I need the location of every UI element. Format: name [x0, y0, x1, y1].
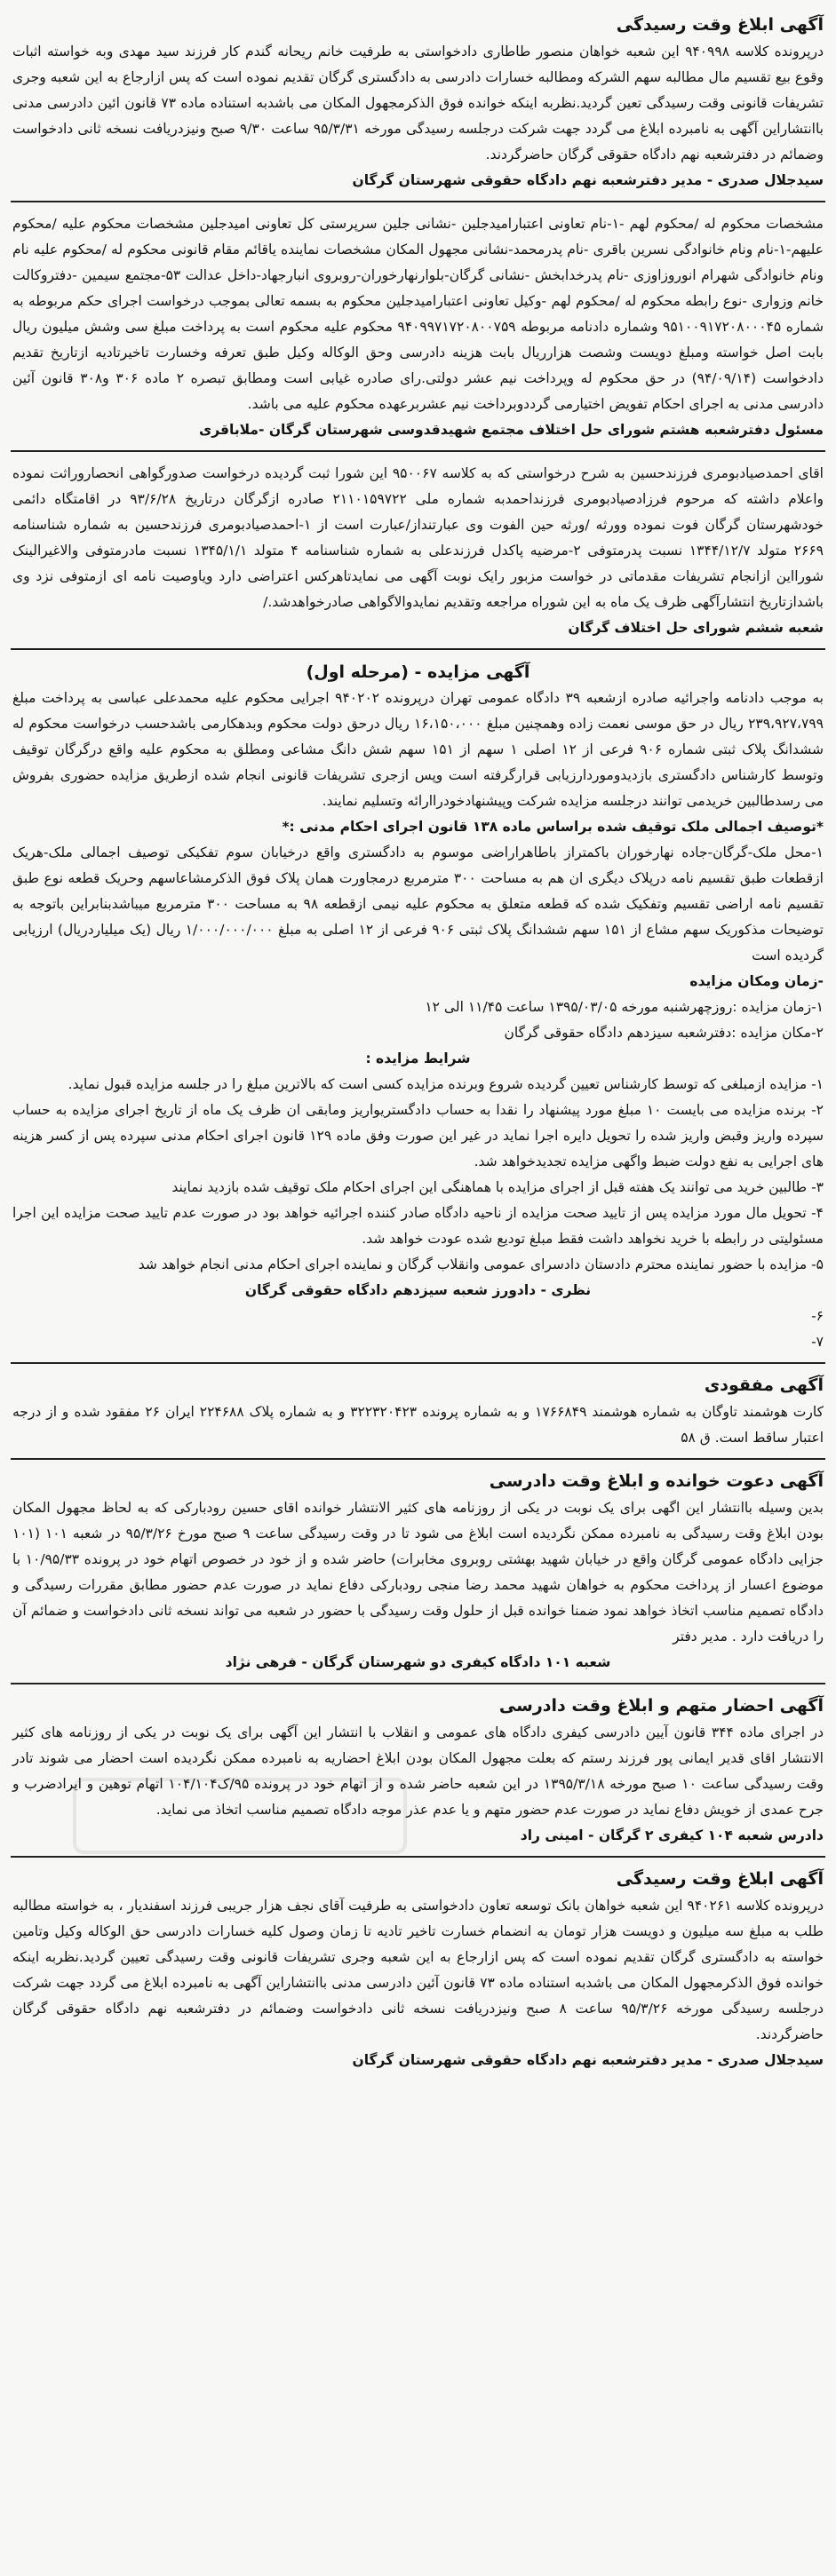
notice-body: درپرونده کلاسه ۹۴۰۹۹۸ این شعبه خواهان منصور طاطاری دادخواستی به طرفیت خانم ریحانه گندم کار فرزند سید مهدی وبه خواسته اثبات وقوع بیع تقسیم مال مطالبه سهم الشرکه ومطالبه خسارات دادرسی به دادگستری گرگان تقدیم نموده است که پس ازارجاع به این شعبه وجری تشریفات قانونی وقت رسیدگی تعین گردید.نظربه اینکه خوانده فوق الذکرمجهول المکان می باشدبه استناده ماده ۷۳ قانون ائین دادرسی مدنی باانتشاراین آگهی به نامبرده ابلاغ می گردد جهت شرکت درجلسه رسیدگی مورخه ۹۵/۳/۳۱ ساعت ۹/۳۰ صبح ونیزدریافت نسخه ثانی دادخواست وضمائم در دفترشعبه نهم دادگاه حقوقی گرگان حاضرگردند.: [8, 44, 824, 162]
notice-hearing-date-2: [8, 1863, 825, 2081]
notice-title: آگهی مزایده - (مرحله اول): [306, 662, 530, 682]
auction-condition: ۴- تحویل مال مورد مزایده پس از تایید صحت مزایده از ناحیه دادگاه صادر کننده اجرائیه خواهد بود در صورت عدم تایید صحت مزایده این اجرا مسئولیتی در رابطه با خرید نخواهد داشت فقط مبلغ تودیع شده عودت خواهد شد.: [12, 1205, 824, 1247]
auction-place-item: ۲-مکان مزایده :دفترشعبه سیزدهم دادگاه حقوقی گرگان: [504, 1025, 824, 1041]
notice-title: آگهی مفقودی: [704, 1375, 824, 1395]
notice-signature: مسئول دفترشعبه هشتم شورای حل اختلاف مجتمع شهیدقدوسی شهرستان گرگان -ملاباقری: [199, 422, 824, 438]
watermark-stamp: [71, 1776, 409, 1856]
notice-auction: [8, 655, 825, 1364]
property-description: ۱-محل ملک-گرگان-جاده نهارخوران باکمتراز باطاهراراضی موسوم به دادگستری واقع درخیابان سوم تفکیکی توصیف اجمالی ملک-هریک ازقطعات طبق تقسیم نامه درپلاک دیگری ان هم به مساحت ۳۰۰ مترمربع درمجاورت همان پلاک فوق الذکرمشاعاسهم وحریک قطعه نوع طبق تقسیم نامه اراضی تقسیم وتفکیک شده که قطعه متعلق به محکوم علیه نیمی ازقطعه ۹۸ به مساحت ۳۰۰ مترمربع میباشدبنابراین باتوجه به توضیحات مذکوریک سهم مشاع از ۱۵۱ سهم ششدانگ پلاک ثبتی ۹۰۶ فرعی از ۱۲ اصلی به مبلغ ۱/۰۰۰/۰۰۰/۰۰۰ ریال (یک میلیاردریال) ارزیابی گردیده است: [8, 844, 824, 963]
notice-body: اقای احمدصیادبومری فرزندحسین به شرح درخواستی که به کلاسه ۹۵۰۰۶۷ این شورا ثبت گردیده درخواست صدورگواهی انحصاروراثت نموده واعلام داشته که مرحوم فرزادصیادبومری فرزنداحمدبه شماره ملی ۲۱۱۰۱۵۹۷۲۲ صادره ازگرگان درتاریخ ۹۳/۶/۲۸ در اقامتگاه دائمی خودشهرستان گرگان فوت نموده وورثه /ورثه حین الفوت وی عبارتنداز/عبارت است از ۱-احمدصیادبومری فرزندحسین به شماره شناسنامه ۲۶۶۹ متولد ۱۳۴۴/۱۲/۷ نسبت پدرمتوفی ۲-مرضیه پاکدل فرزندعلی به شماره شناسنامه ۴ متولد ۱۳۴۵/۱/۱ نسبت مادرمتوفی والاغیرالینک شورااین ازانجام تشریفات مقدماتی در خواست مزبور رایک نوبت آگهی می نمایدتاهرکس اعتراضی دارد ویاوصیت نامه ای ازمتوفی نزد وی باشدازتاریخ انتشارآگهی ظرف یک ماه به این شوراه مراجعه وتقدیم نمایدوالاگواهی صادرخواهدشد./: [8, 465, 824, 610]
notice-title: آگهی احضار متهم و ابلاغ وقت دادرسی: [498, 1696, 824, 1716]
auction-condition: ۱- مزایده ازمبلغی که توسط کارشناس تعیین گردیده شروع وبرنده مزایده کسی است که بالاترین مبلغ را در جلسه مزایده قبول نماید.: [68, 1076, 824, 1092]
auction-condition: ۲- برنده مزایده می بایست ۱۰ مبلغ مورد پیشنهاد را نقدا به حساب دادگستریواریز ومابقی ان ظرف یک ماه از تاریخ اجرای مزایده به حساب سپرده واریز وقبض واریز شده را تحویل دایره اجرا نماید در غیر این صورت وفق ماده ۱۲۹ قانون اجرای احکام مدنی سپرده پس از کسر هزینه های اجرایی به نفع دولت ضبط واگهی مزایده تجدیدخواهد شد.: [12, 1102, 824, 1169]
notice-signature: نظری - دادورز شعبه سیزدهم دادگاه حقوقی گرگان: [244, 1282, 592, 1298]
auction-condition: ۶-: [811, 1308, 824, 1324]
auction-condition: ۳- طالبین خرید می توانند یک هفته قبل از اجرای مزایده با هماهنگی این اجرای احکام ملک توقیف شده بازدید نمایند: [171, 1179, 824, 1195]
notice-body: کارت هوشمند تاوگان به شماره هوشمند ۱۷۶۶۸۴۹ و به شماره پرونده ۳۲۲۳۲۰۴۲۳ و به شماره پلاک ۲۲۴۶۸۸ ایران ۲۶ مفقود شده و از درجه اعتبار ساقط است. ق ۵۸: [8, 1404, 824, 1446]
notice-execution-order: [8, 208, 825, 452]
auction-time-heading: -زمان ومکان مزایده: [689, 973, 824, 989]
notice-inheritance: [8, 457, 825, 650]
notice-body: مشخصات محکوم له /محکوم لهم -۱-نام تعاونی اعتبارامیدجلین -نشانی جلین سرپرستی کل تعاونی امیدجلین مشخصات محکوم علیه /محکوم علیهم-۱-نام ونام خانوادگی نسرین باقری -نام پدرمحمد-نشانی مجهول المکان مشخصات نماینده یاقائم مقام قانونی محکوم له /محکوم علیه نام ونام خانوادگی شهرام انوروزاوزی -نام پدرخدابخش -نشانی گرگان-بلوارنهارخوران-روبروی انبارجهاد-داخل عدالت ۵۳-مجتمع سیمین -دفتروکالت خانم وزواری -نوع رابطه محکوم له /محکوم لهم -وکیل تعاونی اعتبارامیدجلین محکوم به بسمه تعالی بموجب درخواست اجرای حکم مربوطه به شماره ۹۵۱۰۰۹۱۷۲۰۸۰۰۰۴۵ وشماره دادنامه مربوطه ۹۴۰۹۹۷۱۷۲۰۸۰۰۷۵۹ محکوم علیه محکوم است به پرداخت مبلغ سی وشش میلیون ریال بابت اصل خواسته ومبلغ دویست وشصت هزارریال بابت هزینه دادرسی وحق الوکاله وکیل طبق تعرفه وخسارت تاخیرتادیه ازتاریخ تقدیم دادخواست (۹۴/۰۹/۱۴) در حق محکوم له وپرداخت نیم عشر دولتی.رای صادره غیابی است ومطابق تبصره ۲ ماده ۳۰۶ و۳۰۸ قانون آئین دادرسی مدنی به اجرای احکام تفویض اختیارمی گرددوبرداخت نیم عشربرعهده محکوم علیه می باشد.: [8, 216, 824, 412]
auction-time-item: ۱-زمان مزایده :روزچهرشنبه مورخه ۱۳۹۵/۰۳/۰۵ ساعت ۱۱/۴۵ الی ۱۲: [425, 999, 824, 1015]
notice-body: در اجرای ماده ۳۴۴ قانون آیین دادرسی کیفری دادگاه های عمومی و انقلاب با انتشار این آگهی برای یک نوبت در یکی از روزنامه های کثیر الانتشار اقای قدیر ایمانی پور فرزند رستم که بعلت مجهول المکان بودن ابلاغ احضاریه به نامبرده ممکن نگردیده است احضار می شوند تادر وقت رسیدگی ساعت ۱۰ صبح مورخه ۱۳۹۵/۳/۱۸ در این شعبه حاضر شده و از اتهام خود در پرونده ۹۵/ک۱۰۴/۱۰۴ اتهام توهین و ایرادضرب و جرح عمدی از خویش دفاع نماید در صورت عدم حضور متهم و یا عدم عذر موجه دادگاه تصمیم مناسب اتخاذ می نماید.: [8, 1724, 824, 1818]
notice-body: به موجب دادنامه واجرائیه صادره ازشعبه ۳۹ دادگاه عمومی تهران درپرونده ۹۴۰۲۰۲ اجرایی محکوم علیه محمدعلی عباسی به پرداخت مبلغ ۲۳۹،۹۲۷،۷۹۹ ریال در حق موسی نعمت زاده وهمچنین مبلغ ۱۶،۱۵۰،۰۰۰ ریال درحق دولت محکوم وبدهکارمی باشدحسب درخواست محکوم له ششدانگ پلاک ثبتی شماره ۹۰۶ فرعی از ۱۲ اصلی ۱ سهم از ۱۵۱ سهم شش دانگ مشاعی ومطلق به محکوم علیه واقع درگرگان توقیف وتوسط کارشناس دادگستری بازدیدوموردارزیابی قرارگرفته است وپس ازجری تشریفات قانونی انجام شده ازطریق مزایده حضوری بفروش می رسدطالبین خریدمی توانند درجلسه مزایده شرکت وپیشنهادخودراارائه وتسلیم نمایند.: [8, 690, 824, 809]
notice-signature: شعبه ششم شورای حل اختلاف گرگان: [568, 620, 824, 636]
notice-lost-card: [8, 1369, 825, 1460]
notice-title: آگهی ابلاغ وقت رسیدگی: [616, 1869, 824, 1889]
auction-condition: ۷-: [811, 1334, 824, 1350]
notice-hearing-date-1: [8, 9, 825, 202]
notice-signature: سیدجلال صدری - مدیر دفترشعبه نهم دادگاه حقوقی شهرستان گرگان: [352, 172, 824, 188]
notice-title: آگهی ابلاغ وقت رسیدگی: [616, 15, 824, 35]
notice-signature: سیدجلال صدری - مدیر دفترشعبه نهم دادگاه حقوقی شهرستان گرگان: [352, 2052, 824, 2068]
notice-body: بدین وسیله باانتشار این اگهی برای یک نوبت در یکی از روزنامه های کثیر الانتشار خوانده اقای حسین رودبارکی که به لحاظ مجهول المکان بودن ابلاغ وقت رسیدگی به نامبرده ممکن نگردیده است ابلاغ می شود تا در وقت رسیدگی ساعت ۹ صبح مورخ ۹۵/۳/۲۶ در شعبه ۱۰۱ (۱۰۱ جزایی دادگاه عمومی گرگان واقع در خیابان شهید بهشتی روبروی مخابرات) حاضر شده و از خود در خصوص اتهام خود در پرونده ۱۰/۹۵/۳۳ با موضوع اعسار از پرداخت محکوم به خواهان شهید محمد رضا منجی رودبارکی دفاع نماید در صورت عدم حضور مطابق مقررات رسیدگی و دادگاه تصمیم مناسب اتخاذ خواهد نمود ضمنا خوانده قبل از حلول وقت رسیدگی با حضور در شعبه می تواند نسخه ثانی دادخواست و ضمائم آن را دریافت دارد . مدیر دفتر: [8, 1500, 824, 1645]
notice-title: آگهی دعوت خوانده و ابلاغ وقت دادرسی: [489, 1471, 824, 1491]
notice-body: درپرونده کلاسه ۹۴۰۲۶۱ این شعبه خواهان بانک توسعه تعاون دادخواستی به طرفیت آقای نجف هزار جریبی فرزند اسفندیار ، به خواسته مطالبه طلب به مبلغ سه میلیون و دویست هزار تومان به انضمام خسارت تاخیر تادیه تا زمان وصول کلیه خسارات دادرسی حق الوکاله وکیل وتامین خواسته به دادگستری گرگان تقدیم نموده است که پس ازارجاع به این شعبه وجری تشریفات قانونی وقت رسیدگی تعیین گردید.نظربه اینکه خوانده فوق الذکرمجهول المکان می باشدبه استناده ماده ۷۳ قانون آئین دادرسی مدنی باانتشاراین آگهی به نامبرده ابلاغ می گردد جهت شرکت درجلسه رسیدگی مورخه ۹۵/۳/۲۶ ساعت ۸ صبح ونیزدریافت نسخه ثانی دادخواست وضمائم در دفترشعبه نهم دادگاه حقوقی گرگان حاضرگردند.: [8, 1898, 824, 2042]
auction-condition: ۵- مزایده با حضور نماینده محترم دادستان دادسرای عمومی وانقلاب گرگان و نماینده اجرای احکام مدنی انجام خواهد شد: [138, 1256, 824, 1272]
notice-signature: شعبه ۱۰۱ دادگاه کیفری دو شهرستان گرگان - فرهی نژاد: [225, 1654, 611, 1670]
auction-conditions-heading: شرایط مزایده :: [365, 1050, 471, 1066]
property-description-heading: *توصیف اجمالی ملک توقیف شده براساس ماده ۱۳۸ قانون اجرای احکام مدنی :*: [282, 819, 824, 835]
notice-signature: دادرس شعبه ۱۰۴ کیفری ۲ گرگان - امینی راد: [520, 1827, 824, 1843]
notice-defendant-summons: [8, 1465, 825, 1684]
